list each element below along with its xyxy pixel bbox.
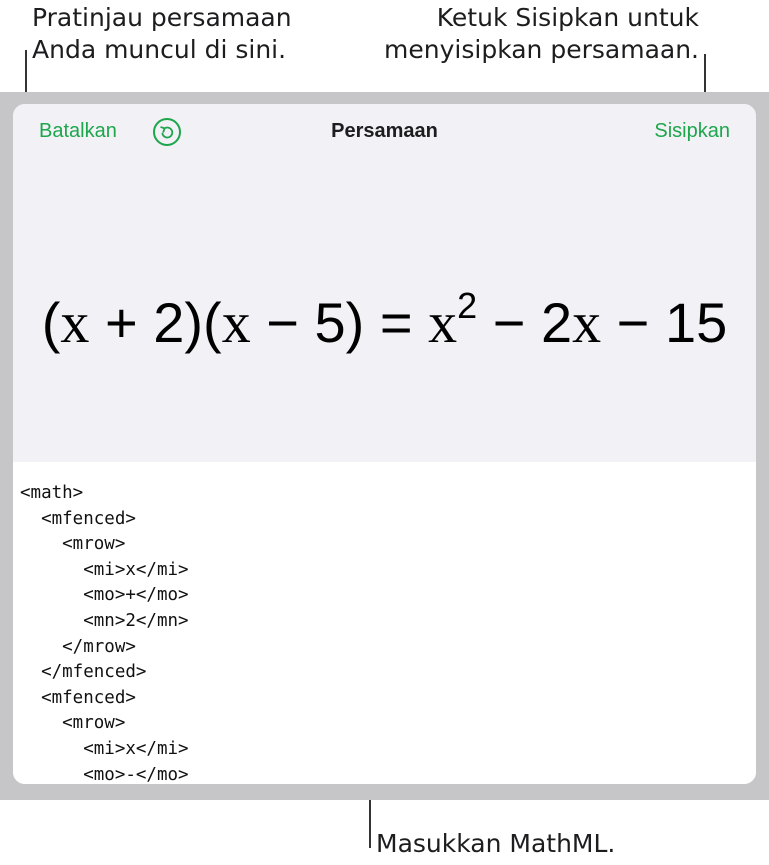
- code-line: <mo>+</mo>: [20, 585, 189, 606]
- code-line: </mfenced>: [20, 662, 147, 683]
- callout-preview: [32, 2, 332, 66]
- code-line: <mi>x</mi>: [20, 738, 189, 759]
- code-line: <mn>2</mn>: [20, 610, 189, 631]
- equation-exponent: 2: [457, 285, 478, 326]
- mathml-code[interactable]: [20, 481, 189, 784]
- equation-variable: x: [60, 290, 90, 355]
- code-line: <mrow>: [20, 713, 126, 734]
- code-line: <mi>x</mi>: [20, 559, 189, 580]
- equation-variable: x: [572, 290, 602, 355]
- sheet-title: Persamaan: [331, 120, 438, 142]
- insert-button[interactable]: Sisipkan: [654, 120, 730, 142]
- equation-paren-open: (: [41, 291, 61, 354]
- code-line: <mfenced>: [20, 508, 136, 529]
- callout-insert-line-2: menyisipkan persamaan.: [384, 35, 699, 64]
- callout-insert: [359, 2, 699, 66]
- equation-variable: x: [428, 290, 458, 355]
- equation-rendered: [13, 274, 756, 355]
- equation-preview: [13, 104, 756, 462]
- equation-operator: + 2)(: [89, 291, 222, 354]
- code-line: <mrow>: [20, 534, 126, 555]
- code-line: <mfenced>: [20, 687, 136, 708]
- mathml-editor[interactable]: [13, 462, 756, 784]
- callout-mathml: Masukkan MathML.: [376, 829, 616, 858]
- equation-sheet: [13, 104, 756, 784]
- equation-operator: − 15: [601, 291, 728, 354]
- equation-operator: − 5) =: [250, 291, 429, 354]
- callout-insert-line-1: Ketuk Sisipkan untuk: [436, 3, 699, 32]
- code-line: </mrow>: [20, 636, 136, 657]
- callout-preview-line-1: Pratinjau persamaan: [32, 3, 292, 32]
- cancel-button[interactable]: Batalkan: [39, 120, 117, 142]
- equation-operator: − 2: [477, 291, 573, 354]
- callout-preview-line-2: Anda muncul di sini.: [32, 35, 287, 64]
- equation-variable: x: [221, 290, 251, 355]
- code-line: <mo>-</mo>: [20, 764, 189, 784]
- code-line: <math>: [20, 483, 84, 503]
